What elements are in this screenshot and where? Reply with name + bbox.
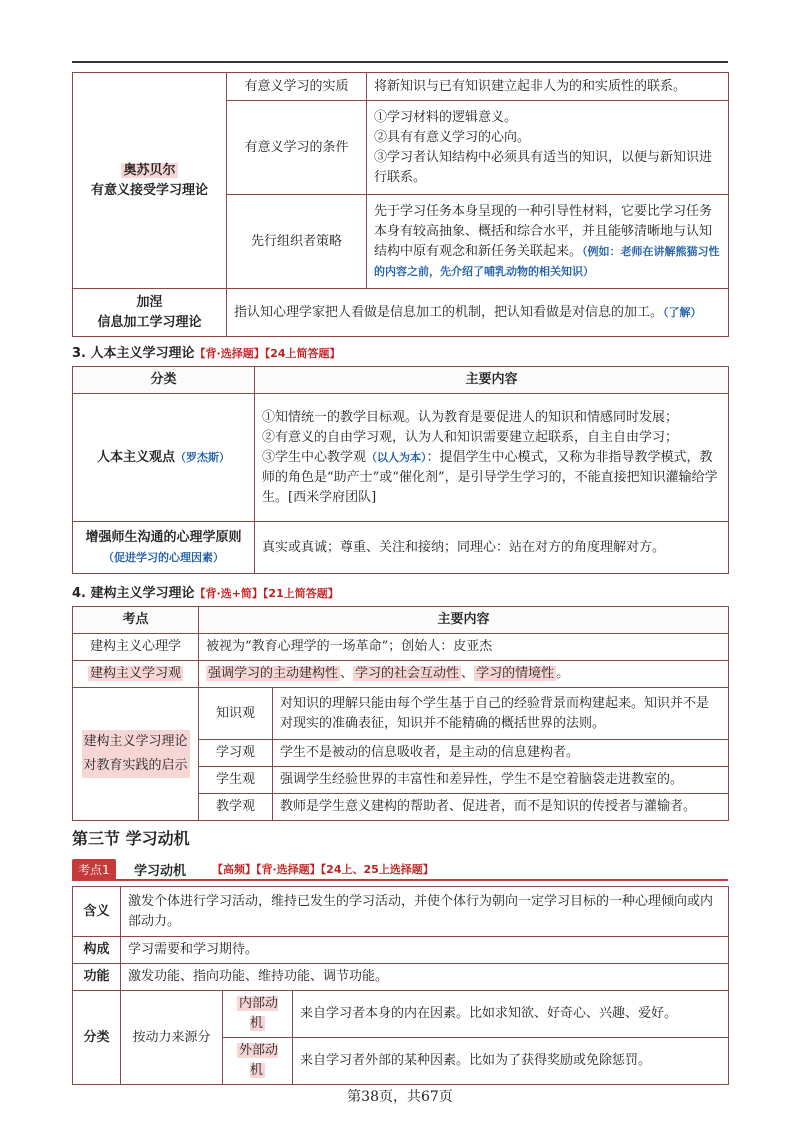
student-view-label: 学生观	[199, 767, 273, 794]
humanism-header-right: 主要内容	[255, 367, 729, 394]
kaodian-tags: 【高频】【背·选择题】【24上、25上选择题】	[212, 863, 434, 876]
motivation-table	[72, 886, 729, 1085]
gagne-text: 指认知心理学家把人看做是信息加工的机制，把认知看做是对信息的加工。	[234, 304, 664, 320]
knowledge-view-content: 对知识的理解只能由每个学生基于自己的经验背景而构建起来。知识并不是对现实的准确表征，知识并不能精确的概括世界的法则。	[273, 688, 729, 740]
function-content: 激发功能、指向功能、维持功能、调节功能。	[121, 964, 729, 991]
humanism-header-left: 分类	[73, 367, 255, 394]
kaodian-bar	[72, 859, 728, 881]
humanism-item-lead: ③学生中心教学观	[262, 449, 367, 465]
communication-label: 增强师生沟通的心理学原则	[85, 529, 242, 545]
kaodian-underline	[72, 879, 728, 881]
classification-sub: 按动力来源分	[121, 991, 223, 1085]
humanism-view-label: 人本主义观点	[96, 449, 175, 465]
construct-point: 学习的情境性	[476, 666, 555, 681]
section3-title: 3. 人本主义学习理论	[72, 346, 195, 361]
humanism-item: ②有意义的自由学习观，认为人和知识需要建立起联系，自主自由学习；	[262, 429, 679, 445]
section4-heading	[72, 582, 339, 601]
gagne-content	[227, 289, 729, 337]
humanism-table	[72, 366, 729, 574]
essence-content: 将新知识与已有知识建立起非人为的和实质性的联系。	[367, 73, 729, 101]
construct-psych-label: 建构主义心理学	[73, 634, 199, 661]
construct-psych-content: 被视为“教育心理学的一场革命”；创始人：皮亚杰	[199, 634, 729, 661]
ausubel-cell	[73, 73, 227, 289]
communication-note: （促进学习的心理因素）	[103, 550, 224, 564]
conditions-label: 有意义学习的条件	[227, 101, 367, 195]
condition-item: ①学习材料的逻辑意义。	[374, 109, 518, 125]
humanism-view-label-cell	[73, 394, 255, 522]
construct-header-left: 考点	[73, 607, 199, 634]
construct-learning-label: 建构主义学习观	[89, 666, 181, 681]
internal-label: 内部动机	[238, 996, 278, 1031]
knowledge-view-label: 知识观	[199, 688, 273, 740]
condition-item: ③学习者认知结构中必须具有适当的知识，以便与新知识进行联系。	[374, 149, 713, 185]
separator: 、	[340, 666, 354, 681]
ausubel-table	[72, 72, 729, 337]
function-label: 功能	[73, 964, 121, 991]
meaning-content: 激发个体进行学习活动，维持已发生的学习活动，并使个体行为朝向一定学习目标的一种心理倾向或内部动力。	[121, 887, 729, 937]
separator: 、	[461, 666, 475, 681]
classification-label: 分类	[73, 991, 121, 1085]
condition-item: ②具有有意义学习的心向。	[374, 129, 531, 145]
kaodian-badge: 考点1	[72, 859, 116, 880]
teaching-view-content: 教师是学生意义建构的帮助者、促进者，而不是知识的传授者与灌输者。	[273, 794, 729, 821]
construct-learning-content	[199, 661, 729, 688]
external-label: 外部动机	[238, 1043, 278, 1078]
teaching-view-label: 教学观	[199, 794, 273, 821]
essence-label: 有意义学习的实质	[227, 73, 367, 101]
external-content: 来自学习者外部的某种因素。比如为了获得奖励或免除惩罚。	[293, 1038, 729, 1085]
construct-implication-label: 建构主义学习理论对教育实践的启示	[82, 730, 190, 778]
kaodian-title: 学习动机	[134, 864, 187, 879]
conditions-content	[367, 101, 729, 195]
construct-point: 学习的社会互动性	[355, 666, 460, 681]
ausubel-name: 奥苏贝尔	[123, 162, 176, 178]
composition-content: 学习需要和学习期待。	[121, 937, 729, 964]
construct-point: 强调学习的主动建构性	[208, 666, 339, 681]
organizer-note: （例如：老师在讲解熊猫习性的内容之前，先介绍了哺乳动物的相关知识）	[374, 244, 720, 278]
ausubel-theory: 有意义接受学习理论	[90, 182, 208, 198]
gagne-note: （了解）	[663, 305, 702, 319]
organizer-text: 先于学习任务本身呈现的一种引导性材料，它要比学习任务本身有较高抽象、概括和综合水平，并且能够清晰地与认知结构中原有观念和新任务关联起来。	[374, 203, 713, 259]
learning-view-label: 学习观	[199, 740, 273, 767]
external-label-cell	[223, 1038, 293, 1085]
gagne-name: 加涅	[136, 294, 163, 310]
section3-heading	[72, 342, 341, 361]
communication-content: 真实或真诚；尊重、关注和接纳；同理心：站在对方的角度理解对方。	[255, 522, 729, 574]
section4-title: 4. 建构主义学习理论	[72, 586, 195, 601]
section4-tags: 【背·选+简】【21上简答题】	[194, 587, 339, 600]
construct-header-right: 主要内容	[199, 607, 729, 634]
student-view-content: 强调学生经验世界的丰富性和差异性，学生不是空着脑袋走进教室的。	[273, 767, 729, 794]
humanism-item-rest: ：提倡学生中心模式，又称为非指导教学模式，教师的角色是“助产士”或“催化剂”，是引导学生学习的，不能直接把知识灌输给学生。[西米学府团队]	[262, 449, 718, 505]
construct-implication-cell	[73, 688, 199, 821]
humanism-view-note: （罗杰斯）	[175, 450, 230, 464]
composition-label: 构成	[73, 937, 121, 964]
constructivism-table	[72, 606, 729, 821]
communication-label-cell	[73, 522, 255, 574]
humanism-item	[262, 448, 721, 508]
construct-learning-label-cell	[73, 661, 199, 688]
top-rule	[72, 61, 728, 63]
organizer-content	[367, 195, 729, 289]
page-number: 第38页，共67页	[347, 1089, 453, 1105]
chapter-title: 第三节 学习动机	[72, 829, 190, 848]
separator: 。	[556, 666, 570, 681]
humanism-item-note: （以人为本）	[366, 450, 427, 464]
gagne-theory: 信息加工学习理论	[97, 314, 202, 330]
internal-label-cell	[223, 991, 293, 1038]
humanism-view-content	[255, 394, 729, 522]
internal-content: 来自学习者本身的内在因素。比如求知欲、好奇心、兴趣、爱好。	[293, 991, 729, 1038]
organizer-label: 先行组织者策略	[227, 195, 367, 289]
gagne-cell	[73, 289, 227, 337]
meaning-label: 含义	[73, 887, 121, 937]
humanism-item: ①知情统一的教学目标观。认为教育是要促进人的知识和情感同时发展；	[262, 409, 679, 425]
section3-tags: 【背·选择题】【24上简答题】	[194, 347, 341, 360]
learning-view-content: 学生不是被动的信息吸收者，是主动的信息建构者。	[273, 740, 729, 767]
